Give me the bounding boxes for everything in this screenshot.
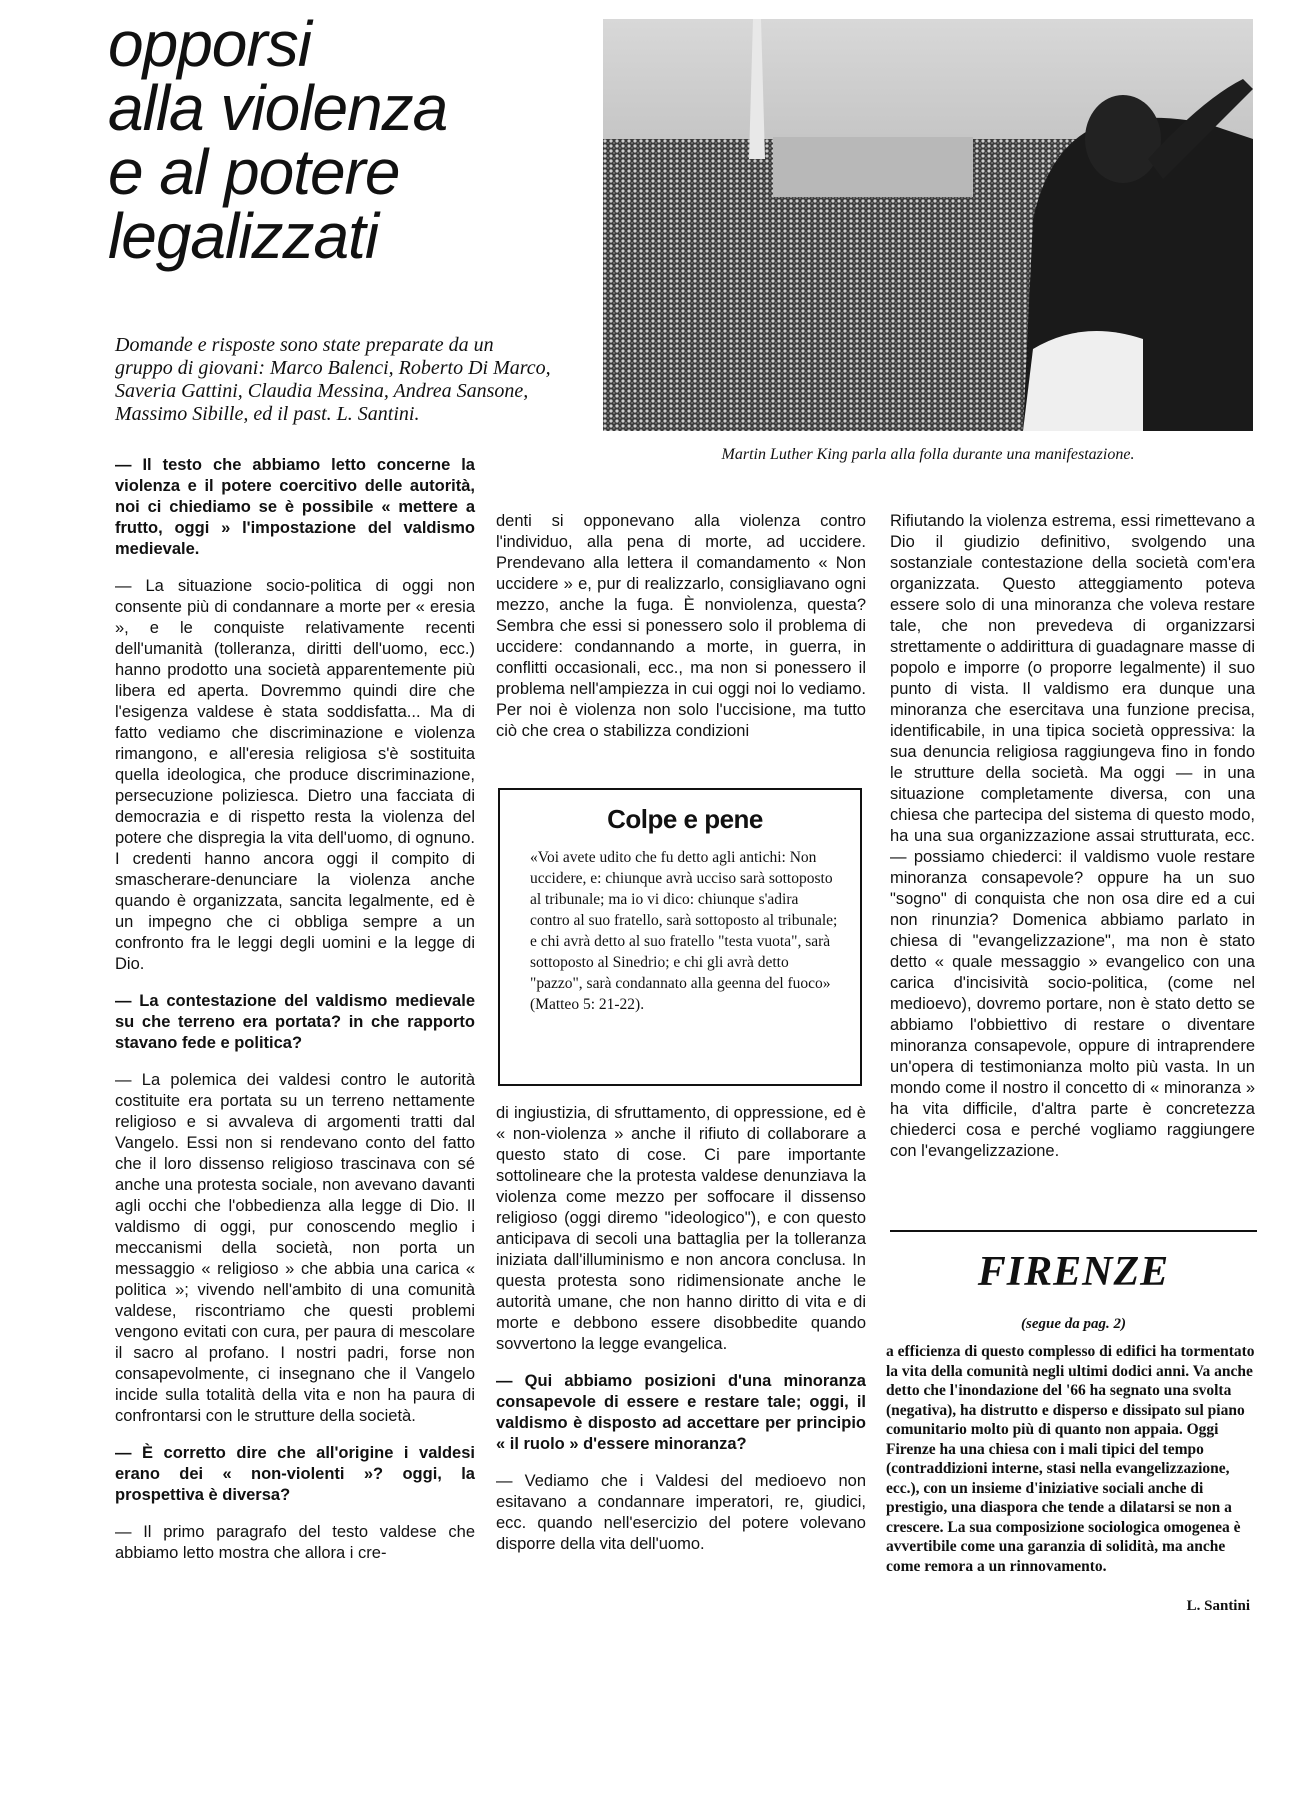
photo-illustration [603, 19, 1253, 431]
article-column-1 [115, 455, 475, 1580]
answer-3-end: di ingiustizia, di sfruttamento, di oppressione, ed è « non-violenza » anche il rifiuto di collaborare a questo stato di cose. Ci pare importante sottolineare che la protesta valdese denunziava la violenza come mezzo per soffocare il dissenso religioso (oggi diremo "ideologico"), e con questo anticipava di secoli una battaglia per la tolleranza iniziata dall'illuminismo e non ancora conclusa. In questa protesta sono ridimensionate anche le autorità umane, che non hanno diritto di vita e di morte e debbono essere disobbedite quando sovvertono la legge evangelica. [496, 1104, 866, 1353]
answer-3-start: — Il primo paragrafo del testo valdese che abbiamo letto mostra che allora i cre- [115, 1523, 475, 1562]
headline-line-2: alla violenza [108, 72, 448, 144]
question-1: — Il testo che abbiamo letto concerne la violenza e il potere coercitivo delle autorità, noi ci chiediamo se è possibile « mettere a frutto, oggi » l'impostazione del valdismo medievale. [115, 456, 475, 558]
headline-line-1: opporsi [108, 8, 311, 80]
headline-line-3: e al potere [108, 136, 400, 208]
article-column-3 [890, 511, 1255, 1178]
box-text: «Voi avete udito che fu detto agli antichi: Non uccidere, e: chiunque avrà ucciso sarà sottoposto al tribunale; ma io vi dico: chiunque s'adira contro al suo fratello, sarà sottoposto al tribunale; e chi avrà detto al suo fratello "testa vuota", sarà sottoposto al Sinedrio; e chi gli avrà detto "pazzo", sarà condannato alla geenna del fuoco» (Matteo 5: 21-22). [530, 849, 838, 1013]
firenze-title: FIRENZE [977, 1249, 1170, 1295]
article-column-2 [496, 511, 866, 758]
box-title: Colpe e pene [607, 804, 763, 834]
photo-caption: Martin Luther King parla alla folla durante una manifestazione. [721, 446, 1135, 463]
sidebar-box-colpe-e-pene [498, 788, 862, 1086]
answer-4-start: — Vediamo che i Valdesi del medioevo non esitavano a condannare imperatori, re, giudici, ecc. quando nell'esercizio del potere volevano disporre della vita dell'uomo. [496, 1472, 866, 1553]
firenze-continuation-note: (segue da pag. 2) [1021, 1316, 1126, 1332]
answer-1: — La situazione socio-politica di oggi non consente più di condannare a morte per « eresia », e le conquiste relativamente recenti dell'umanità (tolleranza, diritti dell'uomo, ecc.) hanno prodotto una società apparentemente più libera ed aperta. Dovremmo quindi dire che l'esigenza valdese è stata soddisfatta... Ma di fatto vediamo che discriminazione e violenza rimangono, e all'eresia religiosa s'è sostituita quella ideologica, che produce discriminazione, persecuzione poliziesca. Dietro una facciata di democrazia e di rispetto resta la violenza del potere che dispregia la vita dell'uomo, di ognuno. I credenti hanno ancora oggi il compito di smascherare-denunciare la violenza anche quando è organizzata, sancita legalmente, ed è un impegno che ci obbliga sempre a un confronto fra le leggi degli uomini e la legge di Dio. [115, 577, 475, 973]
photo-mlk-crowd [603, 19, 1253, 431]
article-column-2-lower [496, 1103, 866, 1571]
answer-2: — La polemica dei valdesi contro le autorità costituite era portata su un terreno nettamente religioso e si avvaleva di argomenti tratti dal Vangelo. Essi non si rendevano conto del fatto che il loro dissenso religioso trascinava con sé anche una protesta sociale, non avevano davanti agli occhi che l'obbedienza alla legge di Dio. Il valdismo di oggi, pur conoscendo meglio i meccanismi della società, non porta un messaggio « religioso » che abbia una carica « politica »; vivendo nell'ambito di una comunità valdese, riscontriamo che questi problemi vengono evitati con cura, per paura di mescolare il sacro al profano. I nostri padri, forse non consapevolmente, ci insegnano che il Vangelo incide sulla totalità della vita e non ha paura di confrontarsi con le strutture della società. [115, 1071, 475, 1425]
question-2: — La contestazione del valdismo medievale su che terreno era portata? in che rapporto stavano fede e politica? [115, 992, 475, 1052]
question-3: — È corretto dire che all'origine i valdesi erano dei « non-violenti »? oggi, la prospettiva è diversa? [115, 1444, 475, 1504]
headline [108, 8, 538, 272]
firenze-signature: L. Santini [1186, 1598, 1250, 1614]
firenze-text: a efficienza di questo complesso di edifici ha tormentato la vita della comunità negli ultimi dodici anni. Va anche detto che l'inondazione del '66 ha segnato una svolta (negativa), ha distrutto e disperso e dissipato sul piano comunitario molto più di quanto non appaia. Oggi Firenze ha una chiesa con i mali tipici del tempo (contraddizioni interne, stasi nella evangelizzazione, ecc.), con un insieme d'iniziative sociali anche di prestigio, una diaspora che tende a dilatarsi se non a crescere. La sua composizione sociologica omogenea è avvertibile come una garanzia di solidità, ma anche come remora a un rinnovamento. [886, 1343, 1255, 1575]
answer-3-continued: denti si opponevano alla violenza contro l'individuo, alla pena di morte, ad uccidere. Prendevano alla lettera il comandamento « Non uccidere » e, pur di realizzarlo, consigliavano ogni mezzo, anche la fuga. È nonviolenza, questa? Sembra che essi si ponessero solo il problema di uccidere: condannando a morte, in guerra, in conflitti occasionali, ecc., ma non si ponessero il problema nell'ampiezza in cui oggi noi lo vediamo. Per noi è violenza non solo l'uccisione, ma tutto ciò che crea o stabilizza condizioni [496, 512, 866, 740]
answer-4-continued: Rifiutando la violenza estrema, essi rimettevano a Dio il giudizio definitivo, svolgendo una sostanziale contestazione della società com'era organizzata. Questo atteggiamento poteva essere solo di una minoranza che voleva restare tale, che non prevedeva di organizzarsi strettamente o addirittura di guadagnare masse di popolo e imporre (o proporre legalmente) il suo punto di vista. Il valdismo era dunque una minoranza che esercitava una funzione precisa, identificabile, in una tipica società oppressiva: la sua denuncia religiosa raggiungeva fino in fondo le strutture della società. Ma oggi — in una situazione completamente diversa, con una chiesa che partecipa del sistema di questo modo, ha una sua organizzazione assai strutturata, ecc. — possiamo chiederci: il valdismo vuole restare minoranza consapevole? oppure ha un suo "sogno" di conquista che non osa dire ed a cui non rinunzia? Domenica abbiamo parlato in chiesa di "evangelizzazione", ma non è stato detto « quale messaggio » evangelico con una carica d'incisività socio-politica, (come nel medioevo), dovremo portare, non è stato detto se abbiamo l'obbiettivo di restare o diventare minoranza consapevole, oppure di intraprendere un'opera di testimonianza molto più vasta. In un mondo come il nostro il concetto di « minoranza » ha vita difficile, d'altra parte è concretezza chiederci cosa e perché vogliamo raggiungere con l'evangelizzazione. [890, 512, 1255, 1160]
intro-credits: Domande e risposte sono state preparate da un gruppo di giovani: Marco Balenci, Roberto Di Marco, Saveria Gattini, Claudia Messina, Andrea Sansone, Massimo Sibille, ed il past. L. Santini. [115, 334, 551, 425]
section-divider [890, 1230, 1257, 1232]
question-4: — Qui abbiamo posizioni d'una minoranza consapevole di essere e restare tale; oggi, il valdismo è disposto ad accettare per principio « il ruolo » d'essere minoranza? [496, 1372, 866, 1453]
headline-line-4: legalizzati [108, 200, 379, 272]
